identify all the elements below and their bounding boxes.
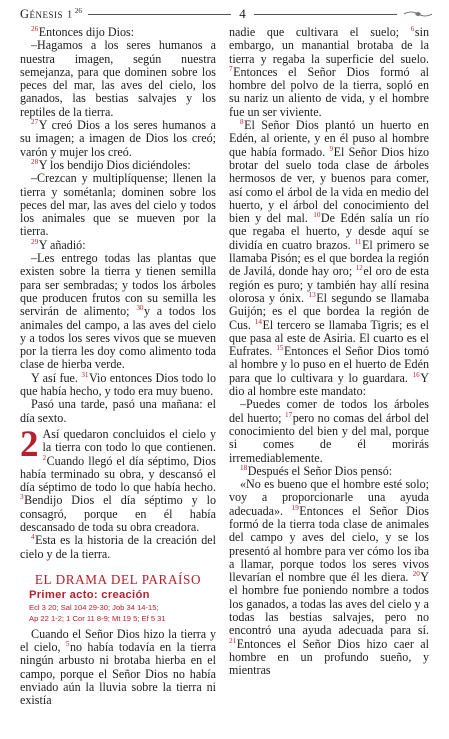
verse-paragraph: $^{18}$Después el Señor Dios pensó: [240, 463, 393, 478]
verse-paragraph: Cuando el Señor Dios hizo la tierra y el cielo, $^5$no había todavía en la tierra ningún arbusto ni brotaba hierba en el campo, porque el Señor Dios no había enviado aún la lluvia sobre la tierra ni existía [20, 626, 217, 708]
header-chapter: 1 [67, 9, 73, 21]
verse-number: 4 [31, 533, 35, 542]
verse-paragraph: $^4$Esta es la historia de la creación del cielo y de la tierra. [20, 533, 216, 561]
header-verse: 26 [74, 7, 82, 16]
verse-number: 21 [229, 636, 237, 645]
verse-number: 20 [412, 570, 420, 579]
dialogue-paragraph: –Les entrego todas las plantas que existen sobre la tierra y tienen semilla para ser sembradas; y todos los árboles que producen frutos con su semilla les servirán de alimento; $^{30}$y a todos los animales del campo, a las aves del cielo y a todos los seres vivos que se mueven por la tierra les doy como alimento toda clase de hierba verde. [20, 251, 216, 372]
verse-number: 11 [354, 237, 362, 246]
verse-paragraph: nadie que cultivara el suelo; $^6$sin embargo, un manantial brotaba de la tierra y regaba la superficie del suelo. $^7$Entonces el Señor Dios formó al hombre del polvo de la tierra, sopló en su nariz un aliento de vida, y el hombre fue un ser viviente. [229, 25, 429, 119]
chapter-two-paragraph: 2 Así quedaron concluidos el cielo y la tierra con todo lo que contienen. $^2$Cuando llegó el día séptimo, Dios había terminado su obra, y descansó el día séptimo de todo lo que había hecho. $^3$Bendijo Dios el día séptimo y lo consagró, porque en él había descansado de toda su obra creadora. [20, 423, 216, 534]
verse-number: 14 [254, 317, 262, 326]
header-rule-left [88, 14, 231, 15]
verse-number: 8 [240, 118, 244, 127]
leaf-ornament-icon [403, 9, 433, 19]
verse-number: 9 [329, 144, 334, 153]
verse-paragraph: Y así fue. $^{31}$Vio entonces Dios todo lo que había hecho, y todo era muy bueno. [20, 370, 216, 399]
verse-number: 26 [31, 25, 39, 33]
verse-number: 31 [81, 370, 89, 379]
verse-paragraph: $^{27}$Y creó Dios a los seres humanos a su imagen; a imagen de Dios los creó; varón y mujer los creó. [20, 118, 216, 159]
verse-number: 12 [355, 264, 363, 273]
page-number: 4 [239, 6, 246, 21]
dialogue-paragraph: –Hagamos a los seres humanos a nuestra imagen, según nuestra semejanza, para que dominen sobre los peces del mar, las aves del cielo, los ganados, las bestias salvajes y los reptiles de la tierra. [20, 38, 216, 119]
book-name: Génesis [20, 6, 64, 21]
header-rule-right [254, 14, 397, 15]
verse-number: 7 [229, 64, 233, 73]
dialogue-paragraph: –Puedes comer de todos los árboles del huerto; $^{17}$pero no comas del árbol del conocimiento del bien y del mal, porque si comes de él morirás irremediablemente. [229, 397, 429, 465]
verse-paragraph: $^{26}$Entonces dijo Dios: [31, 25, 135, 39]
verse-number: 3 [20, 493, 24, 502]
verse-number: 5 [65, 639, 70, 648]
subsection-title: Primer acto: creación [29, 589, 150, 602]
verse-number: 15 [276, 344, 284, 353]
verse-number: 27 [31, 118, 39, 127]
verse-number: 29 [31, 237, 39, 246]
verse-number: 18 [240, 463, 248, 472]
verse-number: 28 [31, 157, 39, 166]
verse-number: 10 [313, 211, 321, 220]
verse-paragraph: $^8$El Señor Dios plantó un huerto en Edén, al oriente, y en él puso al hombre que había formado. $^9$El Señor Dios hizo brotar del suelo toda clase de árboles hermosos de ver, y buenos para comer, así como el árbol de la vida en medio del huerto, y el árbol del conocimiento del bien y del mal. $^{10}$De Edén salía un río que regaba el huerto, y desde aquí se dividía en cuatro brazos. $^{11}$El primero se llamaba Pisón; es el que bordea la región de Javilá, donde hay oro; $^{12}$el oro de esta región es puro; y también hay allí resina olorosa y ónix. $^{13}$El segundo se llamaba Guijón; es el que bordea la región de Cus. $^{14}$El tercero se llamaba Tigris; es el que pasa al este de Asiria. El cuarto es el Eufrates. $^{15}$Entonces el Señor Dios tomó al hombre y lo puso en el huerto de Edén para que lo cultivara y lo guardara. $^{16}$Y dio al hombre este mandato: [229, 118, 430, 399]
cross-reference-line: Ecl 3 20; Sal 104 29-30; Job 34 14-15; [29, 603, 159, 613]
dialogue-paragraph: –Crezcan y multiplíquense; llenen la tierra y sométanla; dominen sobre los peces del mar, las aves del cielo y todos los animales que se mueven por la tierra. [20, 171, 216, 239]
verse-paragraph: $^{28}$Y los bendijo Dios diciéndoles: [31, 157, 191, 172]
verse-paragraph: Pasó una tarde, pasó una mañana: el día sexto. [20, 397, 216, 425]
cross-references [29, 603, 216, 624]
cross-reference-line: Ap 22 1-2; 1 Cor 11 8-9; Mt 19 5; Ef 5 31 [29, 614, 166, 624]
verse-number: 19 [291, 503, 299, 512]
chapter-verse-reference [67, 7, 82, 21]
verse-number: 30 [136, 304, 144, 313]
running-header [20, 4, 433, 24]
verse-number: 6 [410, 25, 415, 33]
left-column [20, 26, 216, 707]
chapter-number-drop-cap: 2 [20, 423, 39, 465]
verse-number: 2 [42, 453, 47, 462]
verse-paragraph: «No es bueno que el hombre esté solo; voy a proporcionarle una ayuda adecuada». $^{19}$Entonces el Señor Dios formó de la tierra toda clase de animales del campo y aves del cielo, y se los presentó al hombre para ver cómo los iba a llamar, porque todos los seres vivos llevarían el nombre que él les diera. $^{20}$Y el hombre fue poniendo nombre a todos los ganados, a todas las aves del cielo y a todas las bestias salvajes, pero no encontró una ayuda adecuada para sí. $^{21}$Entonces el Señor Dios hizo caer al hombre en un profundo sueño, y mientras [229, 477, 430, 678]
verse-paragraph: $^{29}$Y añadió: [31, 237, 86, 252]
verse-number: 13 [308, 290, 316, 299]
verse-number: 17 [285, 410, 293, 419]
right-column [229, 26, 429, 678]
section-title: EL DRAMA DEL PARAÍSO [34, 571, 202, 587]
verse-number: 16 [412, 370, 420, 379]
